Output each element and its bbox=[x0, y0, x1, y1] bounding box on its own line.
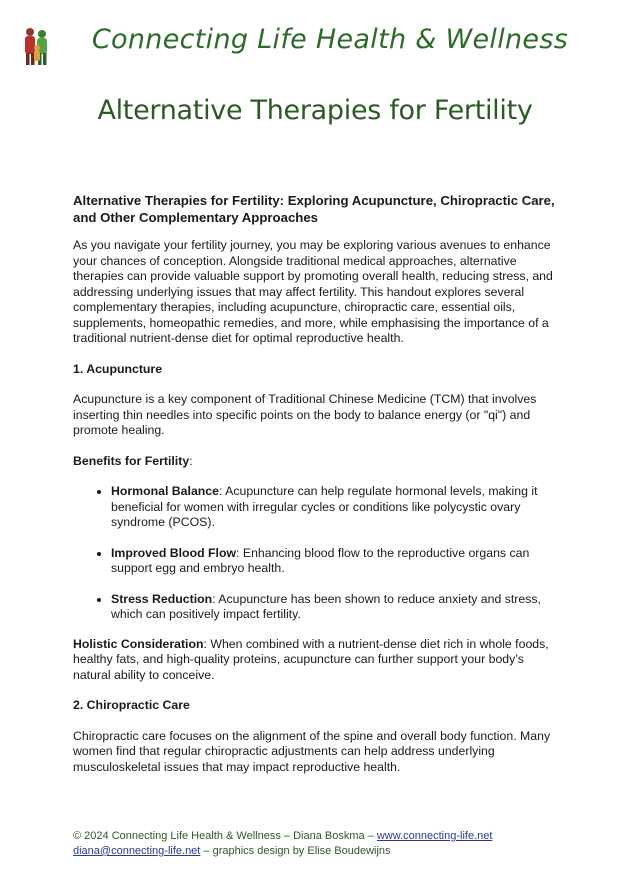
organization-title: Connecting Life Health & Wellness bbox=[91, 24, 569, 55]
holistic-text: : When combined with a nutrient-dense diet rich in whole foods, healthy fats, and high-quality proteins, acupuncture can further support your body’s natural ability to conceive. bbox=[73, 636, 549, 682]
benefits-list bbox=[73, 484, 559, 623]
website-link[interactable]: www.connecting-life.net bbox=[376, 830, 493, 842]
footer-line-1 bbox=[73, 829, 573, 844]
benefit-text: : Acupuncture has been shown to reduce anxiety and stress, which can positively impact fertility. bbox=[111, 591, 541, 621]
section-heading-acupuncture: 1. Acupuncture bbox=[73, 361, 163, 376]
list-item bbox=[111, 592, 559, 623]
footer-credits: – graphics design by Elise Boudewijns bbox=[200, 845, 391, 857]
document-title: Alternative Therapies for Fertility bbox=[97, 95, 533, 126]
email-link[interactable]: diana@connecting-life.net bbox=[73, 845, 201, 857]
benefit-text: : Enhancing blood flow to the reproductive organs can support egg and embryo health. bbox=[111, 545, 530, 575]
list-item bbox=[111, 546, 559, 577]
holistic-term: Holistic Consideration bbox=[73, 636, 204, 651]
section-heading-chiropractic: 2. Chiropractic Care bbox=[73, 698, 190, 712]
page-footer bbox=[73, 829, 573, 859]
article-body bbox=[73, 192, 559, 790]
chiropractic-description: Chiropractic care focuses on the alignment of the spine and overall body function. Many women find that regular chiropractic adjustments can help address underlying musculoskeletal issues that may impact reproductive health. bbox=[73, 728, 551, 774]
benefit-text: : Acupuncture can help regulate hormonal levels, making it beneficial for women with irregular cycles or conditions like polycystic ovary syndrome (PCOS). bbox=[111, 484, 538, 529]
holistic-consideration bbox=[73, 637, 559, 684]
footer-copyright: © 2024 Connecting Life Health & Wellness – Diana Boskma – bbox=[73, 830, 377, 842]
benefit-term: Hormonal Balance bbox=[111, 484, 219, 498]
article-heading: Alternative Therapies for Fertility: Exploring Acupuncture, Chiropractic Care, and Other Complementary Approaches bbox=[73, 193, 555, 225]
footer-line-2 bbox=[73, 844, 573, 859]
benefit-term: Improved Blood Flow bbox=[111, 545, 237, 560]
list-item bbox=[111, 484, 559, 531]
benefits-label-text: Benefits for Fertility bbox=[73, 453, 190, 468]
intro-paragraph: As you navigate your fertility journey, you may be exploring various avenues to enhance your chances of conception. Alongside traditional medical approaches, alternative therapies can provide valuable support by promoting overall health, reducing stress, and addressing underlying issues that may affect fertility. This handout explores several complementary therapies, including acupuncture, chiropractic care, essential oils, supplements, homeopathic remedies, and more, while emphasising the importance of a traditional nutrient-dense diet for optimal reproductive health. bbox=[73, 238, 553, 345]
benefits-label-colon: : bbox=[189, 453, 193, 468]
acupuncture-description: Acupuncture is a key component of Traditional Chinese Medicine (TCM) that involves inserting thin needles into specific points on the body to balance energy (or "qi") and promote healing. bbox=[73, 392, 537, 437]
benefits-label bbox=[73, 454, 559, 470]
benefit-term: Stress Reduction bbox=[111, 591, 213, 606]
